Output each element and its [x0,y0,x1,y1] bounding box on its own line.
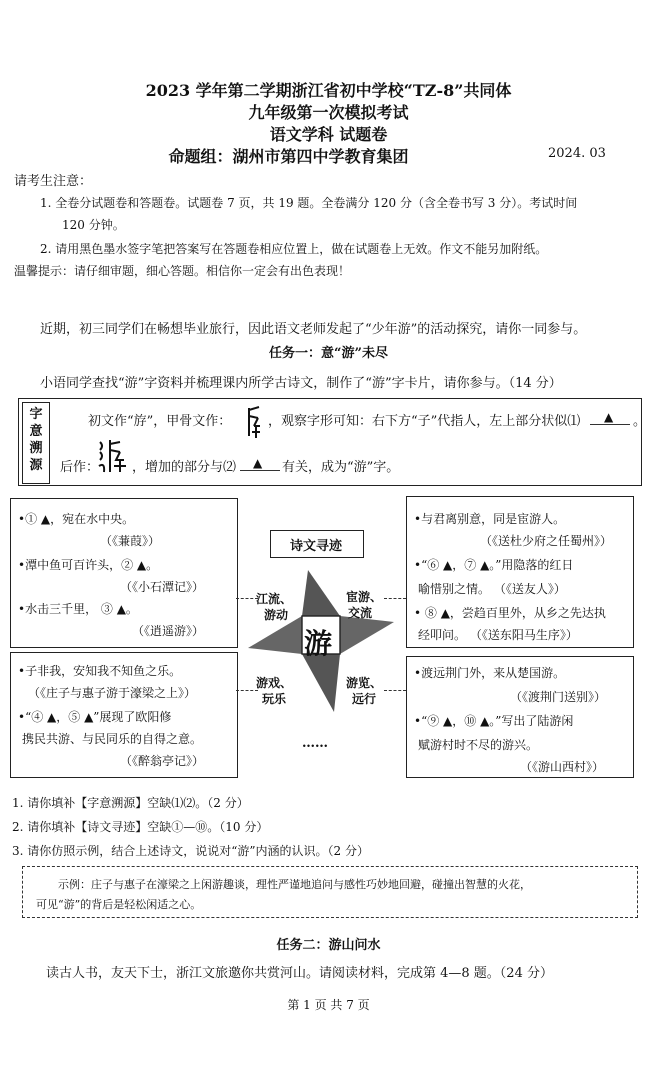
origin-row2c: 有关，成为“游”字。 [282,460,400,475]
blank-line-1 [590,424,630,425]
example-line2: 可见“游”的背后是轻松闲适之心。 [36,898,202,911]
center-char: 游 [304,627,333,660]
blank-line-2 [240,470,280,471]
question-1: 1. 请你填补【字意溯源】空缺⑴⑵。（2 分） [12,796,249,810]
origin-label-char: 意 [29,424,43,439]
origin-row1a: 初文作“斿”，甲骨文作： [88,414,232,429]
ptl-l2: •潭中鱼可百许头，② ▲。 [18,558,159,572]
notice-item1a: 1. 全卷分试题卷和答题卷。试题卷 7 页，共 19 题。全卷满分 120 分（含全卷书写 3 分）。考试时间 [40,196,578,210]
pbr-s3: （《游山西村》） [520,760,605,774]
origin-row2a: 后作： [60,460,100,475]
task1-title: 任务一：意“游”未尽 [269,346,388,361]
pbr-l1: •渡远荆门外，来从楚国游。 [414,666,566,680]
pbl-s1: （《庄子与惠子游于濠梁之上》） [28,686,197,700]
ptr-l3: 喻惜别之情。 （《送友人》） [418,582,566,596]
question-2: 2. 请你填补【诗文寻迹】空缺①—⑩。（10 分） [12,820,269,834]
header-line1: 2023 学年第二学期浙江省初中学校“TZ-8”共同体 [145,81,512,100]
label-tr-1: 宦游、 [346,590,383,604]
notice-heading: 请考生注意： [14,174,93,189]
ptl-s1: （《蒹葭》） [100,534,161,548]
ptr-l5: 经叩问。 （《送东阳马生序》） [418,628,578,642]
task2-desc: 读古人书，友天下士，浙江文旅邀你共赏河山。请阅读材料，完成第 4—8 题。（24 分） [46,966,553,981]
origin-row1b: ，观察字形可知：右下方“子”代指人，左上部分状似⑴ [268,414,581,429]
example-line1: 示例：庄子与惠子在濠梁之上闲游趣谈，理性严谨地追问与感性巧妙地回避，碰撞出智慧的火花， [58,878,531,891]
ptl-l1: •① ▲，宛在水中央。 [18,512,135,526]
task1-desc: 小语同学查找“游”字资料并梳理课内所学古诗文，制作了“游”字卡片，请你参与。（14 分） [40,376,562,391]
oracle-bone-glyph [244,404,266,440]
origin-label-char: 溯 [29,441,43,456]
scroll-title: 诗文寻迹 [289,539,342,554]
intro-text: 近期，初三同学们在畅想毕业旅行，因此语文老师发起了“少年游”的活动探究，请你一同参与。 [40,322,587,337]
pbr-l3: 赋游村时不尽的游兴。 [418,738,539,752]
blank-mark-1: ▲ [604,410,614,424]
ptl-s3: （《逍遥游》） [132,624,205,638]
label-bl-1: 游戏、 [256,676,293,690]
pbl-l1: •子非我，安知我不知鱼之乐。 [18,664,182,678]
label-br-2: 远行 [352,692,377,706]
ptr-l2: •“⑥ ▲，⑦ ▲。”用隐落的红日 [414,558,574,572]
notice-item1b: 120 分钟。 [62,218,125,232]
label-tl-2: 游动 [264,608,289,622]
page-footer: 第 1 页 共 7 页 [287,998,370,1012]
question-3: 3. 请你仿照示例，结合上述诗文，说说对“游”内涵的认识。（2 分） [12,844,369,858]
pbl-s3: （《醉翁亭记》） [120,754,205,768]
seal-script-glyph [96,436,130,474]
header-date: 2024. 03 [548,146,606,161]
origin-label [22,402,50,484]
ptr-l4: • ⑧ ▲，尝趋百里外，从乡之先达执 [414,606,606,620]
pbr-s1: （《渡荆门送别》） [510,690,607,704]
origin-row1c: 。 [633,414,647,429]
label-tr-2: 交流 [348,606,373,620]
pbl-l3: 携民共游、与民同乐的自得之意。 [22,732,203,746]
header-line3: 语文学科 试题卷 [269,125,388,144]
ptr-s1: （《送杜少府之任蜀州》） [480,534,613,548]
notice-tip: 温馨提示：请仔细审题，细心答题。相信你一定会有出色表现！ [14,264,351,278]
ptl-l3: •水击三千里， ③ ▲。 [18,602,138,616]
blank-mark-2: ▲ [253,456,263,470]
pbr-l2: •“⑨ ▲，⑩ ▲。”写出了陆游闲 [414,714,574,728]
ptr-l1: •与君离别意，同是宦游人。 [414,512,566,526]
ellipsis: …… [302,736,328,751]
origin-row2b: ，增加的部分与⑵ [132,460,237,475]
header-line2: 九年级第一次模拟考试 [248,103,409,122]
pbl-l2: •“④ ▲，⑤ ▲”展现了欧阳修 [18,710,172,724]
ptl-s2: （《小石潭记》） [120,580,205,594]
label-bl-2: 玩乐 [262,692,287,706]
notice-item2: 2. 请用黑色墨水签字笔把答案写在答题卷相应位置上，做在试题卷上无效。作文不能另加附纸。 [40,242,548,256]
label-br-1: 游览、 [346,676,383,690]
header-line4: 命题组：湖州市第四中学教育集团 [168,147,409,166]
origin-label-char: 源 [29,458,43,473]
label-tl-1: 江流、 [256,592,293,606]
task2-title: 任务二：游山问水 [276,938,381,953]
origin-label-char: 字 [29,407,43,422]
